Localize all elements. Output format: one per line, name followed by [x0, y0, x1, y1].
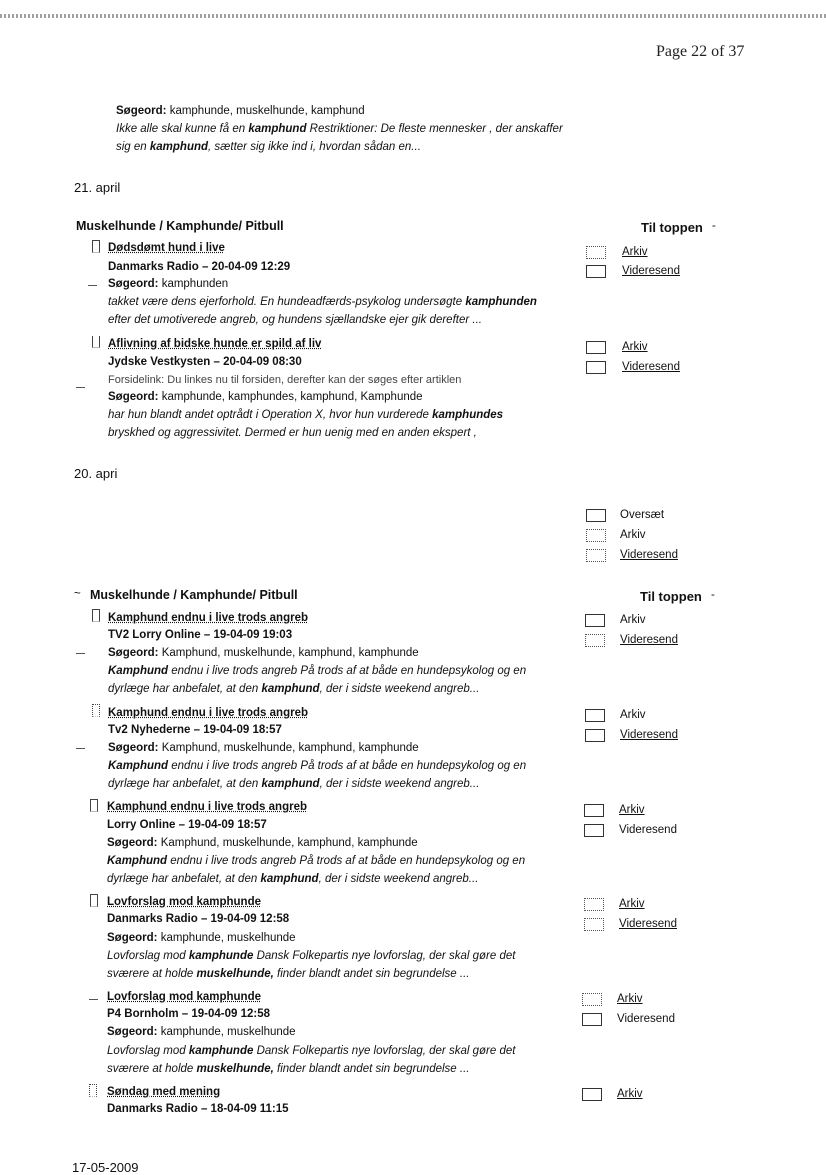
videresend-link[interactable]: Videresend: [617, 1013, 675, 1025]
snippet-highlight: kamphund: [261, 683, 320, 695]
article-snippet-line-2: [108, 314, 482, 326]
snippet-text: bryskhed og aggressivitet. Dermed er hun uenig med en anden ekspert ,: [108, 427, 477, 439]
article-checkbox[interactable]: [92, 704, 100, 717]
snippet-text: , der i sidste weekend angreb...: [319, 778, 480, 790]
article-snippet-line-2: [108, 427, 477, 439]
article-source-line: [108, 629, 292, 641]
article-source-line: [108, 261, 290, 273]
article-datetime: – 19-04-09 18:57: [190, 724, 282, 736]
snippet-highlight: kamphund: [149, 141, 209, 153]
keyword-values: Kamphund, muskelhunde, kamphund, kamphunde: [161, 742, 419, 754]
article-source-line: [108, 724, 282, 736]
to-top-link[interactable]: Til toppen: [640, 589, 702, 604]
snippet-text: endnu i live trods angreb På trods af at både en hundepsykolog og en: [167, 855, 526, 867]
snippet-highlight: kamphunde: [188, 1045, 254, 1057]
article-keywords: [108, 391, 423, 403]
article-source-line: [107, 819, 267, 831]
videresend-checkbox[interactable]: [582, 1013, 602, 1026]
margin-dash: [76, 748, 85, 749]
article-title[interactable]: Lovforslag mod kamphunde: [107, 991, 261, 1003]
snippet-text: efter det umotiverede angreb, og hundens sjællandske ejer gik derefter ...: [108, 314, 482, 326]
snippet-highlight: kamphundes: [432, 409, 504, 421]
article-checkbox[interactable]: [92, 336, 100, 348]
videresend-link[interactable]: Videresend: [619, 918, 677, 930]
article-datetime: – 20-04-09 12:29: [198, 261, 291, 273]
article-snippet-line-2: [107, 1063, 469, 1075]
snippet-text: finder blandt andet sin begrundelse ...: [273, 1063, 470, 1075]
article-snippet-line-1: [108, 665, 526, 677]
videresend-link[interactable]: Videresend: [620, 549, 678, 561]
videresend-checkbox[interactable]: [585, 634, 605, 647]
arkiv-link[interactable]: Arkiv: [617, 993, 643, 1005]
keyword-values: kamphunden: [161, 278, 229, 290]
article-keywords: [107, 932, 296, 944]
arkiv-link[interactable]: Arkiv: [620, 614, 646, 626]
keyword-label: Søgeord:: [108, 647, 159, 659]
article-snippet-line-2: [107, 968, 469, 980]
arkiv-link[interactable]: Arkiv: [617, 1088, 643, 1100]
article-source: Danmarks Radio: [107, 1103, 198, 1115]
section-title: Muskelhunde / Kamphunde/ Pitbull: [76, 219, 284, 233]
snippet-text: takket være dens ejerforhold. En hundeadfærds-psykolog undersøgte: [108, 296, 466, 308]
arkiv-checkbox[interactable]: [582, 1088, 602, 1101]
article-title[interactable]: Søndag med mening: [107, 1086, 221, 1098]
arkiv-link[interactable]: Arkiv: [620, 709, 646, 721]
margin-dash: [88, 285, 97, 286]
article-title[interactable]: Lovforslag mod kamphunde: [107, 896, 261, 908]
snippet-text: dyrlæge har anbefalet, at den: [108, 778, 262, 790]
article-checkbox[interactable]: [89, 1084, 97, 1097]
snippet-text: finder blandt andet sin begrundelse ...: [273, 968, 470, 980]
arkiv-link[interactable]: Arkiv: [619, 898, 645, 910]
oversaet-link[interactable]: Oversæt: [620, 509, 665, 521]
article-title[interactable]: Kamphund endnu i live trods angreb: [108, 612, 308, 624]
keyword-values: Kamphund, muskelhunde, kamphund, kamphunde: [161, 647, 419, 659]
snippet-text: dyrlæge har anbefalet, at den: [108, 683, 262, 695]
videresend-checkbox[interactable]: [586, 361, 606, 374]
videresend-checkbox[interactable]: [586, 549, 606, 562]
snippet-highlight: muskelhunde,: [196, 1063, 274, 1075]
videresend-link[interactable]: Videresend: [619, 824, 677, 836]
article-datetime: – 20-04-09 08:30: [210, 356, 302, 368]
snippet-highlight: kamphund: [261, 778, 320, 790]
videresend-checkbox[interactable]: [584, 918, 604, 931]
to-top-link-marker: -: [712, 220, 716, 232]
article-snippet-line-2: [108, 683, 479, 695]
section-title: Muskelhunde / Kamphunde/ Pitbull: [90, 588, 298, 602]
article-checkbox[interactable]: [92, 240, 100, 253]
article-source-line: [107, 1103, 289, 1115]
snippet-highlight: kamphund: [260, 873, 319, 885]
footer-date: 17-05-2009: [72, 1160, 139, 1175]
article-source: Tv2 Nyhederne: [108, 724, 191, 736]
article-title[interactable]: Kamphund endnu i live trods angreb: [108, 707, 308, 719]
arkiv-checkbox[interactable]: [586, 529, 606, 542]
date-heading-april-21: 21. april: [74, 180, 121, 195]
article-source: Danmarks Radio: [108, 261, 199, 273]
keyword-values: Kamphund, muskelhunde, kamphund, kamphunde: [160, 837, 418, 849]
videresend-link[interactable]: Videresend: [622, 265, 680, 277]
to-top-link[interactable]: Til toppen: [641, 220, 703, 235]
page-number: Page 22 of 37: [656, 43, 745, 60]
snippet-text: sig en: [116, 141, 150, 153]
snippet-text: Lovforslag mod: [107, 1045, 189, 1057]
article-snippet-line-1: [107, 855, 525, 867]
intro-snippet-line-1: [116, 123, 563, 135]
snippet-highlight: muskelhunde,: [196, 968, 274, 980]
article-checkbox[interactable]: [90, 799, 98, 812]
keyword-label: Søgeord:: [108, 278, 159, 290]
snippet-text: Restriktioner: De fleste mennesker , der anskaffer: [306, 123, 563, 135]
keyword-values: kamphunde, muskelhunde: [160, 932, 296, 944]
article-snippet-line-2: [108, 778, 479, 790]
article-source-line: [107, 1008, 270, 1020]
keyword-label: Søgeord:: [107, 837, 158, 849]
article-title[interactable]: Aflivning af bidske hunde er spild af liv: [108, 338, 322, 350]
article-keywords: [108, 278, 228, 290]
article-keywords: [107, 837, 418, 849]
snippet-text: Dansk Folkepartis nye lovforslag, der skal gøre det: [253, 1045, 516, 1057]
article-datetime: – 19-04-09 18:57: [175, 819, 267, 831]
keyword-values: kamphunde, muskelhunde, kamphund: [169, 105, 365, 117]
article-snippet-line-1: [108, 409, 503, 421]
article-checkbox[interactable]: [90, 894, 98, 907]
article-source-line: [108, 356, 302, 368]
arkiv-link[interactable]: Arkiv: [622, 341, 648, 353]
article-note: Forsidelink: Du linkes nu til forsiden, derefter kan der søges efter artiklen: [108, 374, 462, 386]
arkiv-link[interactable]: Arkiv: [620, 529, 646, 541]
article-keywords: [108, 647, 419, 659]
intro-snippet-line-2: [116, 141, 421, 153]
arkiv-checkbox[interactable]: [585, 614, 605, 627]
snippet-text: sværere at holde: [107, 968, 197, 980]
arkiv-checkbox[interactable]: [582, 993, 602, 1006]
snippet-highlight: kamphunde: [188, 950, 254, 962]
arkiv-checkbox[interactable]: [586, 246, 606, 259]
videresend-link[interactable]: Videresend: [620, 634, 678, 646]
snippet-text: endnu i live trods angreb På trods af at både en hundepsykolog og en: [168, 665, 527, 677]
article-keywords: [107, 1026, 296, 1038]
videresend-link[interactable]: Videresend: [622, 361, 680, 373]
article-checkbox[interactable]: [92, 609, 100, 622]
section-marker: ~: [74, 588, 81, 600]
snippet-text: , sætter sig ikke ind i, hvordan sådan en...: [208, 141, 421, 153]
article-snippet-line-1: [108, 296, 537, 308]
article-source: Lorry Online: [107, 819, 176, 831]
date-heading-april-20: 20. apri: [74, 466, 118, 481]
keyword-label: Søgeord:: [107, 1026, 158, 1038]
article-datetime: – 19-04-09 12:58: [178, 1008, 270, 1020]
article-source-line: [107, 913, 289, 925]
snippet-text: sværere at holde: [107, 1063, 197, 1075]
snippet-highlight: Kamphund: [108, 665, 169, 677]
snippet-text: dyrlæge har anbefalet, at den: [107, 873, 261, 885]
article-snippet-line-2: [107, 873, 478, 885]
article-title[interactable]: Kamphund endnu i live trods angreb: [107, 801, 307, 813]
arkiv-checkbox[interactable]: [586, 341, 606, 354]
snippet-highlight: Kamphund: [107, 855, 168, 867]
article-snippet-line-1: [108, 760, 526, 772]
videresend-checkbox[interactable]: [586, 265, 606, 278]
arkiv-link[interactable]: Arkiv: [619, 804, 645, 816]
arkiv-checkbox[interactable]: [585, 709, 605, 722]
snippet-text: , der i sidste weekend angreb...: [319, 683, 480, 695]
snippet-highlight: Kamphund: [108, 760, 169, 772]
top-border-line: [0, 14, 826, 18]
intro-keywords-line: [116, 105, 365, 117]
keyword-label: Søgeord:: [108, 742, 159, 754]
videresend-checkbox[interactable]: [585, 729, 605, 742]
article-source: Jydske Vestkysten: [108, 356, 211, 368]
article-snippet-line-1: [107, 1045, 515, 1057]
snippet-highlight: kamphund: [248, 123, 307, 135]
article-keywords: [108, 742, 419, 754]
keyword-label: Søgeord:: [108, 391, 159, 403]
article-title[interactable]: Dødsdømt hund i live: [108, 242, 225, 254]
article-datetime: – 18-04-09 11:15: [197, 1103, 289, 1115]
keyword-values: kamphunde, muskelhunde: [160, 1026, 296, 1038]
article-source: Danmarks Radio: [107, 913, 198, 925]
oversaet-checkbox[interactable]: [586, 509, 606, 522]
snippet-text: har hun blandt andet optrådt i Operation X, hvor hun vurderede: [108, 409, 433, 421]
videresend-checkbox[interactable]: [584, 824, 604, 837]
snippet-text: , der i sidste weekend angreb...: [318, 873, 479, 885]
to-top-link-marker: -: [711, 589, 715, 601]
article-datetime: – 19-04-09 19:03: [200, 629, 293, 641]
article-source: TV2 Lorry Online: [108, 629, 201, 641]
margin-dash: [76, 387, 85, 388]
arkiv-checkbox[interactable]: [584, 804, 604, 817]
article-datetime: – 19-04-09 12:58: [197, 913, 290, 925]
snippet-text: Lovforslag mod: [107, 950, 189, 962]
keyword-label: Søgeord:: [107, 932, 158, 944]
article-checkbox[interactable]: [89, 999, 98, 1000]
snippet-text: Ikke alle skal kunne få en: [116, 123, 249, 135]
videresend-link[interactable]: Videresend: [620, 729, 678, 741]
keyword-label: Søgeord:: [116, 105, 167, 117]
snippet-text: Dansk Folkepartis nye lovforslag, der skal gøre det: [253, 950, 516, 962]
keyword-values: kamphunde, kamphundes, kamphund, Kamphunde: [161, 391, 423, 403]
arkiv-checkbox[interactable]: [584, 898, 604, 911]
arkiv-link[interactable]: Arkiv: [622, 246, 648, 258]
snippet-text: endnu i live trods angreb På trods af at både en hundepsykolog og en: [168, 760, 527, 772]
article-snippet-line-1: [107, 950, 515, 962]
article-source: P4 Bornholm: [107, 1008, 179, 1020]
margin-dash: [76, 653, 85, 654]
snippet-highlight: kamphunden: [465, 296, 537, 308]
